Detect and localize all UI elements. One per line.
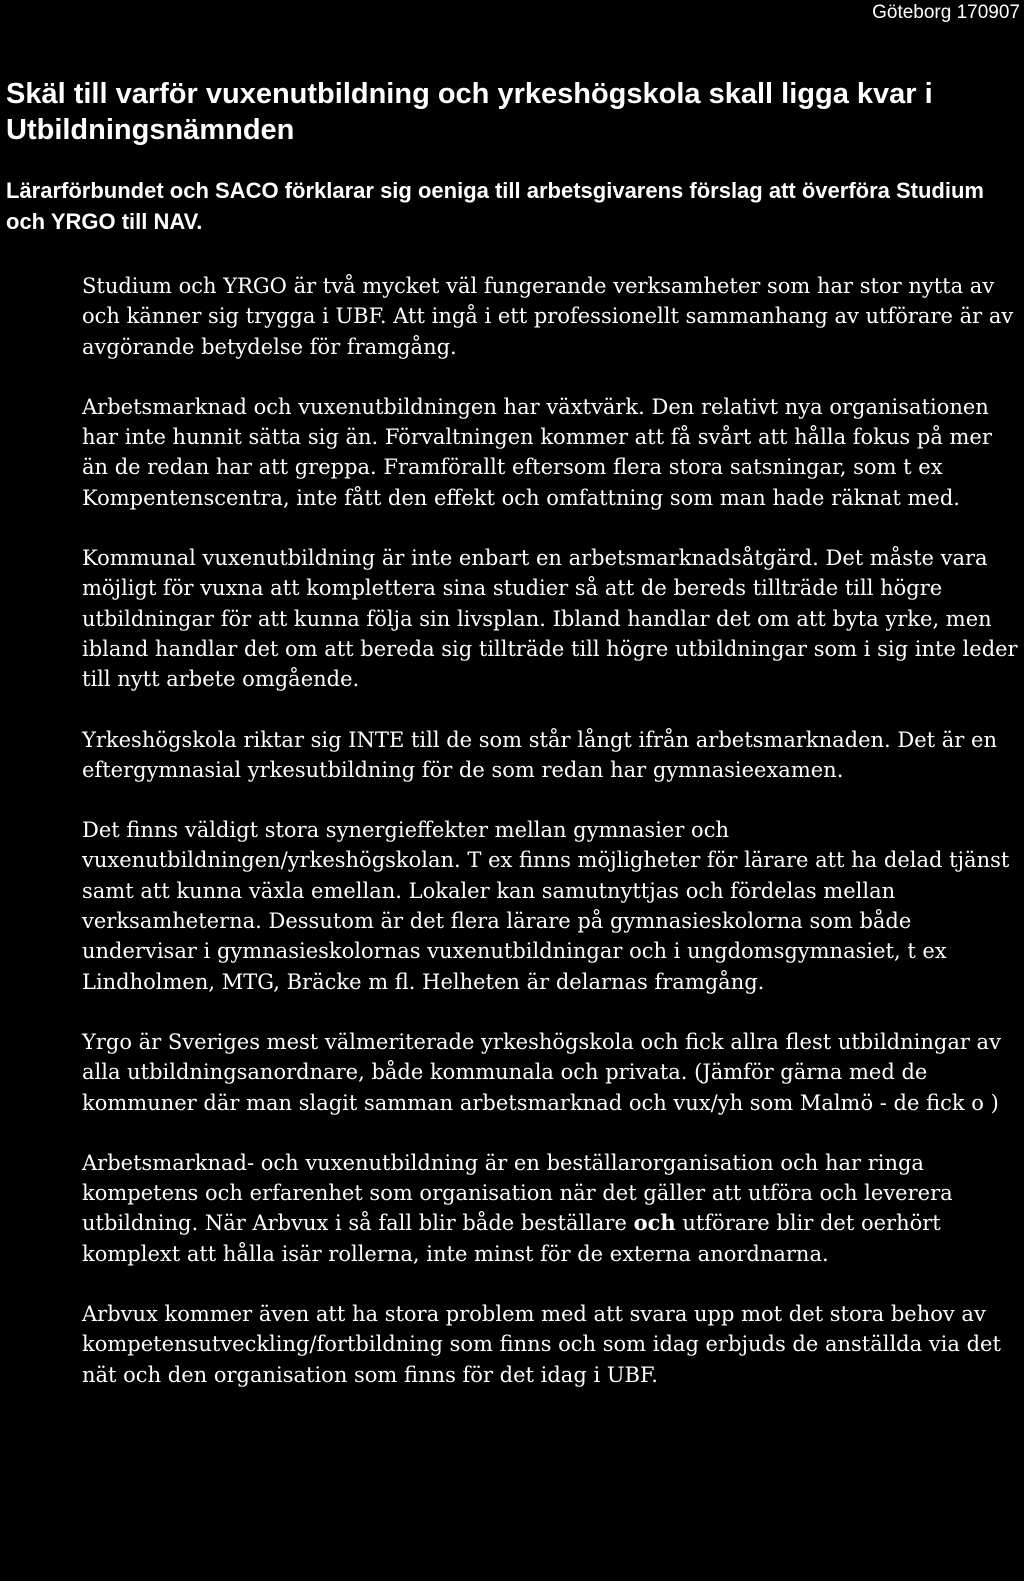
paragraph-yrgo-meriterad: Yrgo är Sveriges mest välmeriterade yrkeshögskola och fick allra flest utbildningar av alla utbildningsanordnare, både kommunala och privata. (Jämför gärna med de kommuner där man slagit samman arbetsmarknad och vux/yh som Malmö - de fick o ): [82, 1029, 1001, 1115]
paragraph-bestallarorganisation: [82, 1148, 1018, 1269]
paragraph-text-after: utförare blir det oerhört komplext att hålla isär rollerna, inte minst för de externa anordnarna.: [82, 1211, 941, 1266]
document-body: [82, 271, 1018, 1420]
paragraph-yrkeshogskola: Yrkeshögskola riktar sig INTE till de som står långt ifrån arbetsmarknaden. Det är en eftergymnasial yrkesutbildning för de som redan har gymnasieexamen.: [82, 727, 997, 782]
document-title: Skäl till varför vuxenutbildning och yrkeshögskola skall ligga kvar i Utbildningsnämnden: [6, 78, 933, 146]
paragraph-synergieffekter: Det finns väldigt stora synergieffekter mellan gymnasier och vuxenutbildningen/yrkeshögskolan. T ex finns möjligheter för lärare att ha delad tjänst samt att kunna växla emellan. Lokaler kan samutnyttjas och fördelas mellan verksamheterna. Dessutom är det flera lärare på gymnasieskolorna som både undervisar i gymnasieskolornas vuxenutbildningar och i ungdomsgymnasiet, t ex Lindholmen, MTG, Bräcke m fl. Helheten är delarnas framgång.: [82, 818, 1010, 994]
document-date: Göteborg 170907: [872, 2, 1020, 23]
paragraph-studium-yrgo: Studium och YRGO är två mycket väl fungerande verksamheter som har stor nytta av och känner sig trygga i UBF. Att ingå i ett professionellt sammanhang av utförare är av avgörande betydelse för framgång.: [82, 274, 1014, 359]
emphasis-och: och: [633, 1210, 676, 1236]
document-subtitle: Lärarförbundet och SACO förklarar sig oeniga till arbetsgivarens förslag att överföra Studium och YRGO till NAV.: [6, 178, 984, 234]
paragraph-kompetensutveckling: Arbvux kommer även att ha stora problem med att svara upp mot det stora behov av kompetensutveckling/fortbildning som finns och som idag erbjuds de anställda via det nät och den organisation som finns för det idag i UBF.: [82, 1302, 1001, 1387]
paragraph-kommunal-vuxenutbildning: Kommunal vuxenutbildning är inte enbart en arbetsmarknadsåtgärd. Det måste vara möjligt för vuxna att komplettera sina studier så att de bereds tillträde till högre utbildningar för att kunna följa sin livsplan. Ibland handlar det om att byta yrke, men ibland handlar det om att bereda sig tillträde till högre utbildningar som i sig inte leder till nytt arbete omgående.: [82, 546, 1018, 692]
paragraph-arbetsmarknad-vaxtvark: Arbetsmarknad och vuxenutbildningen har växtvärk. Den relativt nya organisationen har inte hunnit sätta sig än. Förvaltningen kommer att få svårt att hålla fokus på mer än de redan har att greppa. Framförallt eftersom flera stora satsningar, som t ex Kompentenscentra, inte fått den effekt och omfattning som man hade räknat med.: [82, 394, 992, 510]
paragraph-text-before: Arbetsmarknad- och vuxenutbildning är en beställarorganisation och har ringa kompetens och erfarenhet som organisation när det gäller att utföra och leverera utbildning. När Arbvux i så fall blir både beställare: [82, 1150, 953, 1236]
